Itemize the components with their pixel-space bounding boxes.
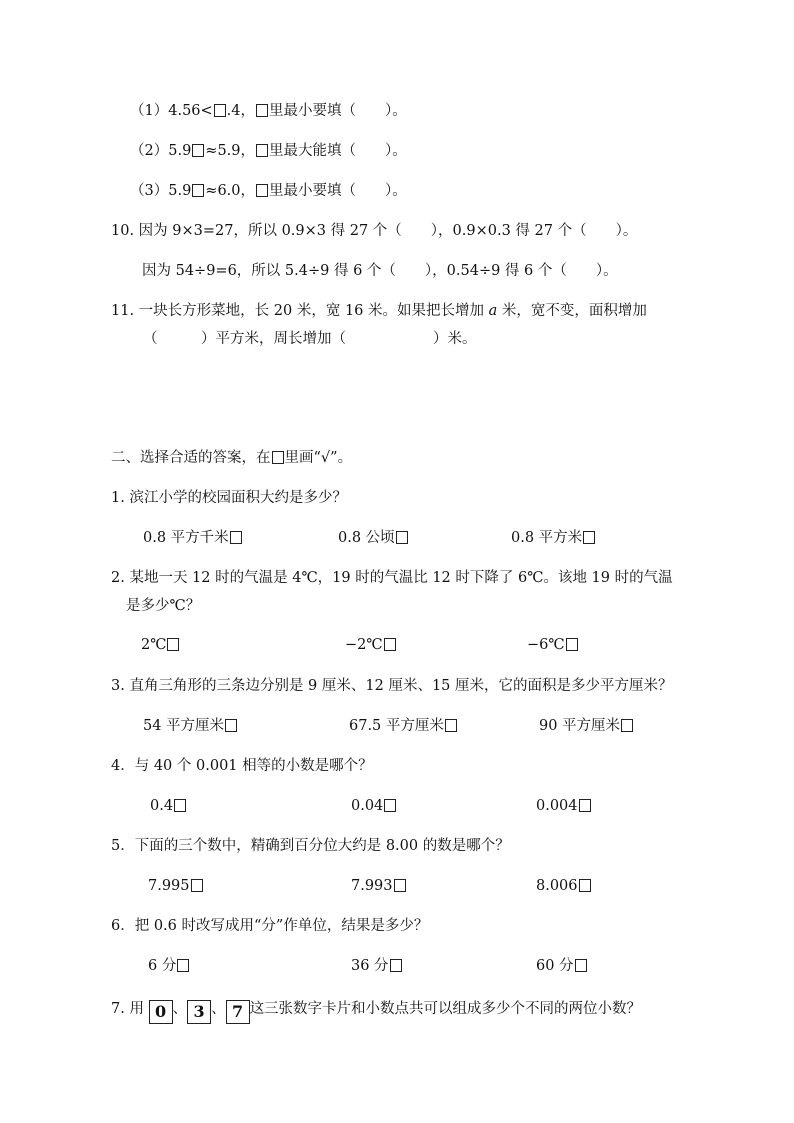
choice-q3-opt-a[interactable]: 54 平方厘米 bbox=[143, 716, 238, 736]
q11-line1: 11. 一块长方形菜地，长 20 米，宽 16 米。如果把长增加 a 米，宽不变，面积增加 bbox=[111, 303, 647, 319]
choice-q4: 4．与 40 个 0.001 相等的小数是哪个？ bbox=[111, 758, 373, 774]
choice-q5-opt-a[interactable]: 7.995 bbox=[148, 876, 204, 896]
choice-q3-opt-c[interactable]: 90 平方厘米 bbox=[539, 716, 634, 736]
choice-q1-opt-a[interactable]: 0.8 平方千米 bbox=[143, 528, 243, 548]
choice-q4-opt-c[interactable]: 0.004 bbox=[536, 796, 592, 816]
checkbox[interactable] bbox=[167, 638, 179, 651]
choice-q1-opt-c[interactable]: 0.8 平方米 bbox=[511, 528, 596, 548]
answer-box bbox=[256, 184, 268, 197]
answer-box bbox=[214, 104, 226, 117]
checkbox[interactable] bbox=[225, 719, 237, 732]
answer-box bbox=[256, 104, 268, 117]
checkbox[interactable] bbox=[575, 959, 587, 972]
choice-q2-opt-b[interactable]: −2℃ bbox=[345, 635, 397, 655]
choice-q5-opt-c[interactable]: 8.006 bbox=[536, 876, 592, 896]
checkbox[interactable] bbox=[445, 719, 457, 732]
choice-q6-opt-a[interactable]: 6 分 bbox=[148, 956, 190, 976]
choice-q6-opt-c[interactable]: 60 分 bbox=[536, 956, 588, 976]
q10-line2: 因为 54÷9=6，所以 5.4÷9 得 6 个（ ），0.54÷9 得 6 个（ ）。 bbox=[142, 263, 618, 279]
q11-line2: （ ）平方米，周长增加（ ）米。 bbox=[143, 331, 477, 347]
checkbox[interactable] bbox=[579, 799, 591, 812]
section2-heading: 二、选择合适的答案，在 里画“√”。 bbox=[111, 450, 353, 466]
answer-box bbox=[192, 144, 204, 157]
answer-box bbox=[272, 451, 284, 464]
choice-q2-line2: 是多少℃？ bbox=[126, 598, 201, 614]
choice-q5-opt-b[interactable]: 7.993 bbox=[351, 876, 407, 896]
checkbox[interactable] bbox=[384, 638, 396, 651]
checkbox[interactable] bbox=[174, 799, 186, 812]
choice-q2-opt-a[interactable]: 2℃ bbox=[141, 635, 180, 655]
checkbox[interactable] bbox=[583, 531, 595, 544]
digit-card-0: 0 bbox=[149, 1000, 173, 1024]
checkbox[interactable] bbox=[384, 799, 396, 812]
checkbox[interactable] bbox=[396, 531, 408, 544]
checkbox[interactable] bbox=[177, 959, 189, 972]
q9-sub1: （1）4.56< .4， 里最小要填（ ）。 bbox=[130, 103, 407, 119]
checkbox[interactable] bbox=[579, 879, 591, 892]
q9-sub3: （3）5.9 ≈6.0， 里最小要填（ ）。 bbox=[130, 183, 407, 199]
checkbox[interactable] bbox=[230, 531, 242, 544]
answer-box bbox=[192, 184, 204, 197]
checkbox[interactable] bbox=[566, 638, 578, 651]
choice-q2-opt-c[interactable]: −6℃ bbox=[527, 635, 579, 655]
choice-q4-opt-b[interactable]: 0.04 bbox=[351, 796, 397, 816]
q10-line1: 10. 因为 9×3=27，所以 0.9×3 得 27 个（ ），0.9×0.3 得 27 个（ ）。 bbox=[111, 223, 638, 239]
choice-q6: 6．把 0.6 时改写成用“分”作单位，结果是多少？ bbox=[111, 918, 429, 934]
digit-card-3: 3 bbox=[187, 1000, 211, 1024]
choice-q4-opt-a[interactable]: 0.4 bbox=[150, 796, 187, 816]
q9-sub2: （2）5.9 ≈5.9， 里最大能填（ ）。 bbox=[130, 143, 407, 159]
checkbox[interactable] bbox=[390, 959, 402, 972]
checkbox[interactable] bbox=[394, 879, 406, 892]
choice-q1-opt-b[interactable]: 0.8 公顷 bbox=[338, 528, 409, 548]
checkbox[interactable] bbox=[621, 719, 633, 732]
choice-q3-opt-b[interactable]: 67.5 平方厘米 bbox=[349, 716, 458, 736]
checkbox[interactable] bbox=[191, 879, 203, 892]
q7-line: 7. 用 0 、 3 、 7 这三张数字卡片和小数点共可以组成多少个不同的两位小数？ bbox=[111, 996, 641, 1024]
digit-card-7: 7 bbox=[226, 1000, 250, 1024]
choice-q2-line1: 2. 某地一天 12 时的气温是 4℃，19 时的气温比 12 时下降了 6℃。该地 19 时的气温 bbox=[111, 570, 673, 586]
choice-q3: 3. 直角三角形的三条边分别是 9 厘米、12 厘米、15 厘米，它的面积是多少平方厘米？ bbox=[111, 678, 673, 694]
choice-q5: 5．下面的三个数中，精确到百分位大约是 8.00 的数是哪个？ bbox=[111, 838, 510, 854]
choice-q6-opt-b[interactable]: 36 分 bbox=[351, 956, 403, 976]
answer-box bbox=[256, 144, 268, 157]
choice-q1: 1. 滨江小学的校园面积大约是多少？ bbox=[111, 490, 347, 506]
